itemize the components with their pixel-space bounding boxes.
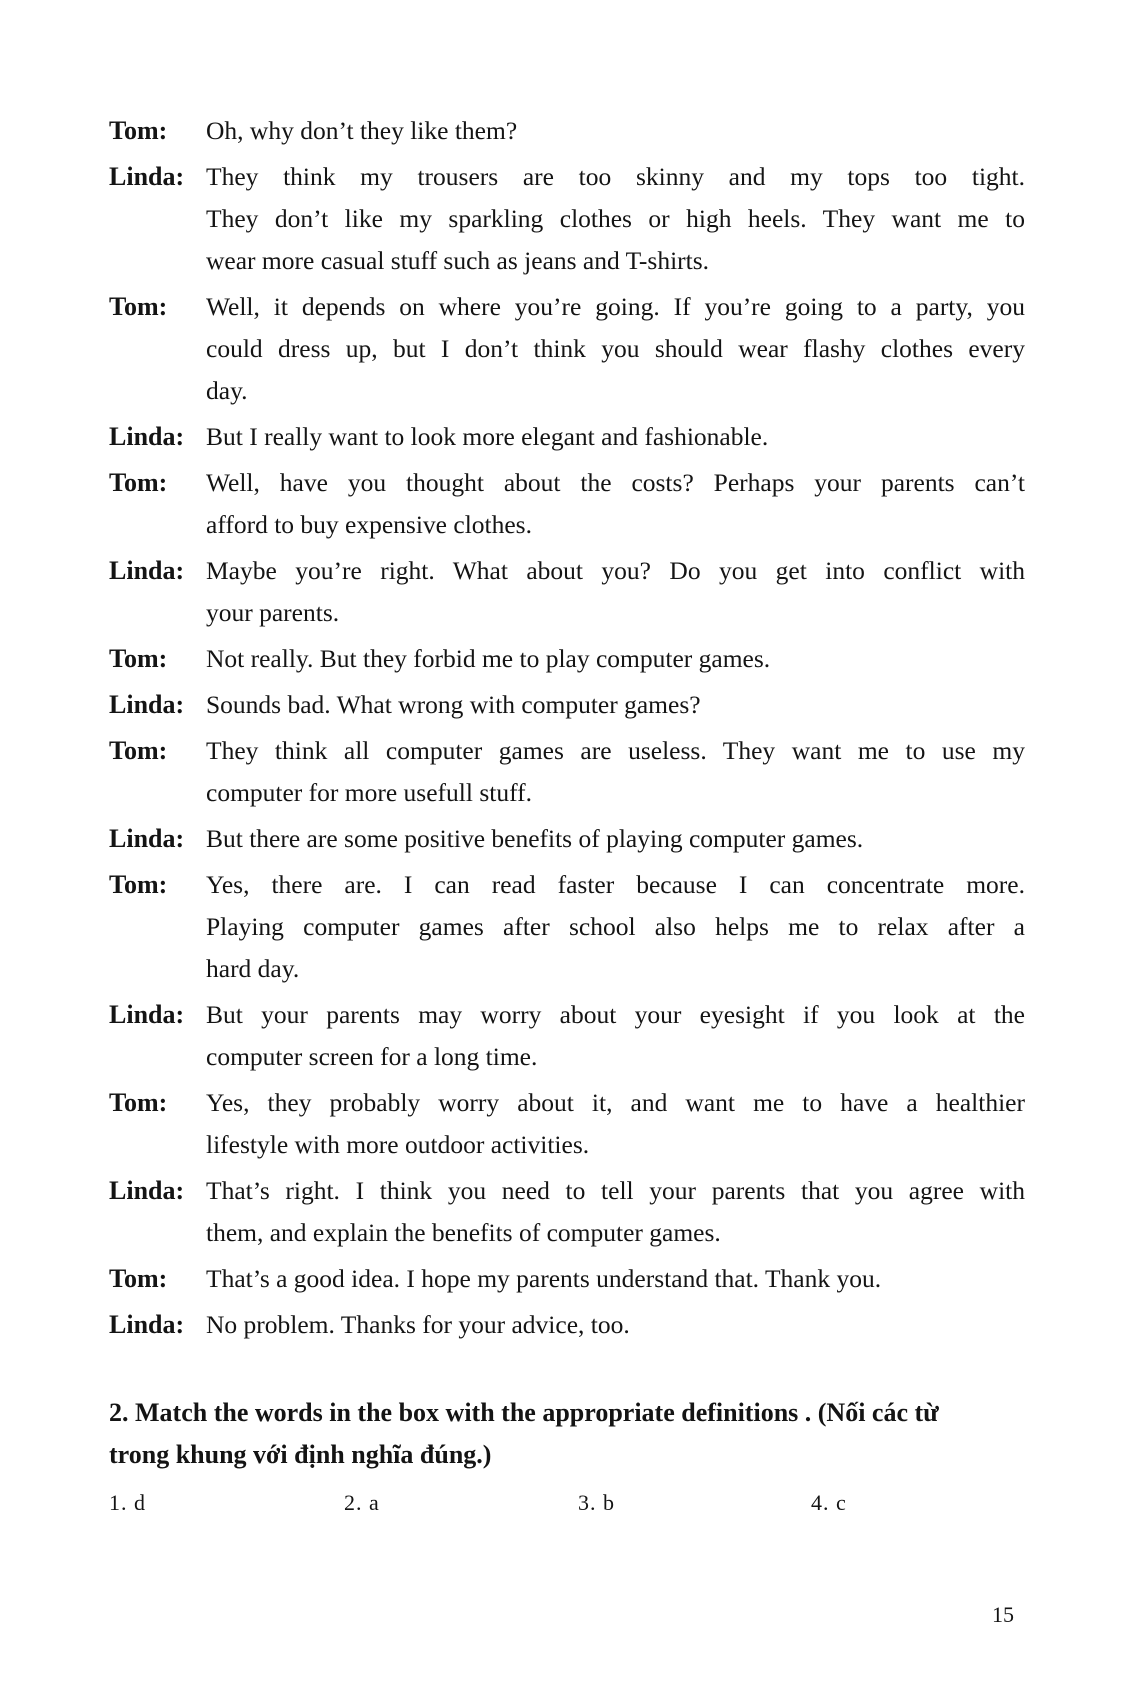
speech-text (206, 462, 1025, 546)
speech-line: They think my trousers are too skinny and my tops too tight. (206, 162, 1025, 191)
speech-line: Yes, there are. I can read faster because I can concentrate more. (206, 870, 1025, 899)
answer-1: 1. d (109, 1490, 146, 1515)
dialogue-turn (109, 1170, 1025, 1254)
speech-line: Oh, why don’t they like them? (206, 116, 518, 145)
speaker-label: Linda: (109, 556, 185, 585)
speech-line: But I really want to look more elegant and fashionable. (206, 422, 769, 451)
speech-text (206, 1258, 1025, 1300)
speech-line: wear more casual stuff such as jeans and T-shirts. (206, 246, 710, 275)
dialogue-turn (109, 994, 1025, 1078)
speech-line: Yes, they probably worry about it, and want me to have a healthier (206, 1088, 1025, 1117)
dialogue-turn (109, 110, 1025, 152)
speaker-label: Tom: (109, 870, 168, 899)
speech-text (206, 416, 1025, 458)
speech-line: your parents. (206, 598, 340, 627)
speech-line: Sounds bad. What wrong with computer games? (206, 690, 701, 719)
answer-key (0, 1486, 1134, 1520)
speech-line: That’s a good idea. I hope my parents understand that. Thank you. (206, 1264, 882, 1293)
speaker-label: Tom: (109, 1088, 168, 1117)
dialogue (109, 110, 1025, 1350)
speech-line: Maybe you’re right. What about you? Do you get into conflict with (206, 556, 1025, 585)
dialogue-turn (109, 684, 1025, 726)
dialogue-turn (109, 1258, 1025, 1300)
speech-text (206, 550, 1025, 634)
speech-line: computer screen for a long time. (206, 1042, 538, 1071)
dialogue-turn (109, 1304, 1025, 1346)
speech-text (206, 110, 1025, 152)
dialogue-turn (109, 864, 1025, 990)
dialogue-turn (109, 638, 1025, 680)
speech-text (206, 286, 1025, 412)
speaker-label: Linda: (109, 824, 185, 853)
answer-4: 4. c (811, 1490, 847, 1515)
speech-line: But there are some positive benefits of playing computer games. (206, 824, 864, 853)
speaker-label: Tom: (109, 468, 168, 497)
page-number: 15 (992, 1602, 1014, 1627)
speaker-label: Tom: (109, 644, 168, 673)
dialogue-turn (109, 286, 1025, 412)
speech-line: day. (206, 376, 248, 405)
dialogue-turn (109, 156, 1025, 282)
speech-text (206, 1082, 1025, 1166)
speech-line: But your parents may worry about your eyesight if you look at the (206, 1000, 1025, 1029)
speech-line: could dress up, but I don’t think you should wear flashy clothes every (206, 334, 1025, 363)
speech-text (206, 1170, 1025, 1254)
answer-2: 2. a (344, 1490, 380, 1515)
dialogue-turn (109, 416, 1025, 458)
answer-3: 3. b (578, 1490, 615, 1515)
speaker-label: Tom: (109, 116, 168, 145)
speaker-label: Linda: (109, 690, 185, 719)
speech-text (206, 994, 1025, 1078)
speaker-label: Tom: (109, 1264, 168, 1293)
speech-text (206, 1304, 1025, 1346)
dialogue-turn (109, 818, 1025, 860)
speech-line: Well, have you thought about the costs? Perhaps your parents can’t (206, 468, 1025, 497)
speech-text (206, 638, 1025, 680)
speech-line: lifestyle with more outdoor activities. (206, 1130, 590, 1159)
speaker-label: Linda: (109, 422, 185, 451)
dialogue-turn (109, 462, 1025, 546)
speaker-label: Linda: (109, 1310, 185, 1339)
speech-line: They think all computer games are useless. They want me to use my (206, 736, 1025, 765)
speaker-label: Linda: (109, 1000, 185, 1029)
speech-text (206, 684, 1025, 726)
speech-line: hard day. (206, 954, 300, 983)
speech-line: afford to buy expensive clothes. (206, 510, 532, 539)
exercise-heading-line-2: trong khung với định nghĩa đúng.) (109, 1440, 492, 1469)
speech-line: No problem. Thanks for your advice, too. (206, 1310, 630, 1339)
speech-text (206, 864, 1025, 990)
speech-line: They don’t like my sparkling clothes or high heels. They want me to (206, 204, 1025, 233)
speaker-label: Tom: (109, 292, 168, 321)
speech-text (206, 818, 1025, 860)
speech-text (206, 156, 1025, 282)
speech-line: Playing computer games after school also helps me to relax after a (206, 912, 1025, 941)
speech-line: computer for more usefull stuff. (206, 778, 532, 807)
dialogue-turn (109, 730, 1025, 814)
dialogue-turn (109, 550, 1025, 634)
speech-text (206, 730, 1025, 814)
speech-line: Not really. But they forbid me to play computer games. (206, 644, 771, 673)
exercise-heading-line-1: 2. Match the words in the box with the appropriate definitions . (Nối các từ (109, 1398, 939, 1427)
speech-line: Well, it depends on where you’re going. If you’re going to a party, you (206, 292, 1025, 321)
speech-line: them, and explain the benefits of computer games. (206, 1218, 721, 1247)
speaker-label: Linda: (109, 162, 185, 191)
speech-line: That’s right. I think you need to tell your parents that you agree with (206, 1176, 1025, 1205)
speaker-label: Linda: (109, 1176, 185, 1205)
dialogue-turn (109, 1082, 1025, 1166)
exercise-section (109, 1392, 1025, 1476)
speaker-label: Tom: (109, 736, 168, 765)
